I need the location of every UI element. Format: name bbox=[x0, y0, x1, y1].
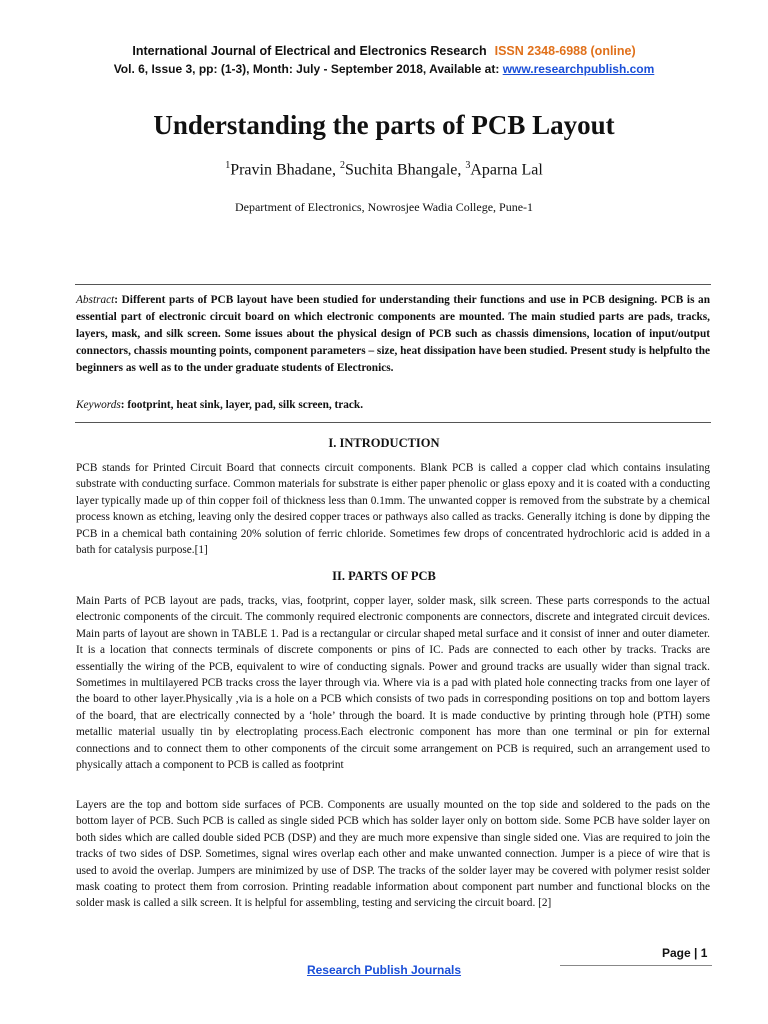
keywords-block bbox=[76, 399, 710, 411]
volume-info: Vol. 6, Issue 3, pp: (1-3), Month: July - September 2018, Available at: bbox=[113, 62, 500, 76]
author-name: Pravin Bhadane, bbox=[230, 161, 336, 179]
journal-header bbox=[0, 44, 768, 58]
abstract-top-divider bbox=[75, 284, 711, 285]
author-affil-number: 2 bbox=[339, 160, 345, 171]
volume-line bbox=[0, 62, 768, 76]
journal-url-link[interactable]: www.researchpublish.com bbox=[502, 62, 655, 76]
author-affil-number: 3 bbox=[465, 160, 471, 171]
issn-label: ISSN 2348-6988 (online) bbox=[494, 44, 636, 58]
footer bbox=[0, 963, 768, 977]
affiliation: Department of Electronics, Nowrosjee Wadia College, Pune-1 bbox=[234, 200, 534, 214]
keywords-text: : footprint, heat sink, layer, pad, silk screen, track. bbox=[120, 399, 364, 411]
author-name: Aparna Lal bbox=[470, 161, 543, 179]
body-paragraph: Layers are the top and bottom side surfaces of PCB. Components are usually mounted on the top side and soldered to the pads on the bottom layer of PCB. Such PCB is called as single sided PCB which has solder layer only on bottom side. Some PCB have solder layer on both sides which are called double sided PCB (DSP) and they are much more expensive than single sided one. Vias are required to join the tracks of two sides of DSP. Sometimes, signal wires overlap each other and make unwanted connection. Jumper is a piece of wire that is used to avoid the overlap. Jumpers are minimized by use of DSP. The tracks of the solder layer may be covered with polymer resist solder mask coating to protect them from corrosion. Printing readable information about component part number and functional blocks on the solder mask is called a silk screen. It is helpful for assembling, testing and servicing the circuit board. [2] bbox=[76, 799, 710, 910]
publisher-link[interactable]: Research Publish Journals bbox=[306, 963, 462, 977]
paper-title: Understanding the parts of PCB Layout bbox=[153, 110, 615, 140]
abstract-label: Abstract bbox=[76, 294, 115, 306]
author-name: Suchita Bhangale, bbox=[344, 161, 462, 179]
page-number: Page | 1 bbox=[662, 946, 708, 960]
abstract-block bbox=[76, 292, 710, 377]
journal-name: International Journal of Electrical and Electronics Research bbox=[132, 44, 487, 58]
abstract-bottom-divider bbox=[75, 422, 711, 423]
body-paragraph: Main Parts of PCB layout are pads, tracks, vias, footprint, copper layer, solder mask, silk screen. These parts corresponds to the actual electronic components of the circuit. The commonly required electronic components are connectors, discrete and integrated circuit devices. Main parts of layout are shown in TABLE 1. Pad is a rectangular or circular shaped metal surface and it consist of inner and outer diameter. It is a location that connects terminals of discrete components or pins of IC. Pads are connected to each other by tracks. Tracks are essentially the wiring of the PCB, equivalent to wire of conducting signals. Power and ground tracks are usually wider than signal track. Sometimes in multilayered PCB tracks cross the layer through via. Where via is a pad with plated hole connecting tracks from one layer of the board to other layer.Physically ,via is a hole on a PCB which consists of two pads in corresponding positions on top and bottom layers of the board, that are electrically connected by a ‘hole’ through the board. It is made conductive by printing through hole (PTH) some metallic material usually tin by electroplating process.Each electronic component has more than one terminal or pin for external connections and to connect them to other components of the circuit some arrangement on PCB is required, such an arrangement used to physically attach a component to PCB is called as footprint bbox=[76, 595, 710, 772]
section-heading-parts-of-pcb: II. PARTS OF PCB bbox=[332, 569, 436, 583]
body-paragraph: PCB stands for Printed Circuit Board that connects circuit components. Blank PCB is called a copper clad which contains insulating substrate with conducting surface. Common materials for substrate is either paper phenolic or glass epoxy and it is coated with a conducting layer typically made up of thin copper foil of thickness less than 0.1mm. The unwanted copper is removed from the substrate by a chemical process known as etching, leaving only the desired copper traces or pathways also called as tracks. Generally itching is done by dipping the PCB in a chemical bath containing 20% solution of ferric chloride. Sometimes few drops of concentrated hydrochloric acid is added in a bath for catalysis purpose.[1] bbox=[76, 462, 710, 557]
author-affil-number: 1 bbox=[225, 160, 231, 171]
abstract-text: : Different parts of PCB layout have been studied for understanding their functions and use in PCB designing. PCB is an essential part of electronic circuit board on which electronic components are mounted. The main studied parts are pads, tracks, layers, mask, and silk screen. Some issues about the physical design of PCB such as chassis dimensions, location of input/output connectors, chassis mounting points, component parameters – size, heat dissipation have been studied. Present study is helpfulto the beginners as well as to the under graduate students of Electronics. bbox=[76, 294, 711, 374]
author-list bbox=[0, 160, 768, 179]
keywords-label: Keywords bbox=[76, 399, 121, 411]
section-heading-introduction: I. INTRODUCTION bbox=[328, 436, 440, 450]
